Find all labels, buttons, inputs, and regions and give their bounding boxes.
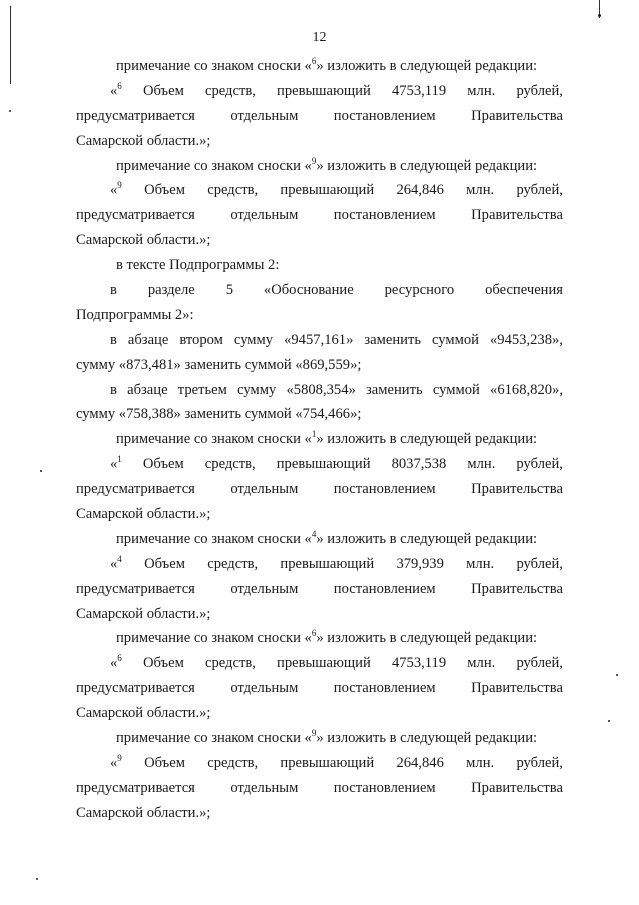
paragraph-line: предусматривается отдельным постановлением Правительства xyxy=(76,107,563,124)
paragraph-line: примечание со знаком сноски «$^6$» изложить в следующей редакции: xyxy=(116,56,538,74)
paragraph-line: Самарской области.»; xyxy=(76,605,211,622)
paragraph-line: «$^6$ Объем средств, превышающий 4753,119 млн. рублей, xyxy=(110,653,563,672)
paragraph-line: предусматривается отдельным постановлением Правительства xyxy=(76,680,563,697)
paragraph-line: «$^9$ Объем средств, превышающий 264,846 млн. рублей, xyxy=(110,752,563,771)
paragraph-line: «$^9$ Объем средств, превышающий 264,846 млн. рублей, xyxy=(110,180,563,199)
scan-speck xyxy=(608,720,610,722)
paragraph-line: сумму «873,481» заменить суммой «869,559»; xyxy=(76,356,362,373)
paragraph-line: примечание со знаком сноски «$^1$» изложить в следующей редакции: xyxy=(116,429,538,448)
paragraph-line: в абзаце втором сумму «9457,161» заменить суммой «9453,238», xyxy=(110,331,563,348)
paragraph-line: «$^4$ Объем средств, превышающий 379,939 млн. рублей, xyxy=(110,553,563,572)
paragraph-line: предусматривается отдельным постановлением Правительства xyxy=(76,207,563,224)
document-body xyxy=(76,54,563,826)
paragraph-line: предусматривается отдельным постановлением Правительства xyxy=(76,580,563,597)
paragraph-line: предусматривается отдельным постановлением Правительства xyxy=(76,779,563,796)
paragraph-line: сумму «758,388» заменить суммой «754,466»; xyxy=(76,406,362,423)
paragraph-line: Самарской области.»; xyxy=(76,804,211,821)
paragraph-line: Самарской области.»; xyxy=(76,132,211,149)
paragraph-line: Самарской области.»; xyxy=(76,705,211,722)
paragraph-line: предусматривается отдельным постановлением Правительства xyxy=(76,481,563,498)
paragraph-line: Самарской области.»; xyxy=(76,506,211,523)
paragraph-line: примечание со знаком сноски «$^9$» изложить в следующей редакции: xyxy=(116,155,538,174)
paragraph-line: в абзаце третьем сумму «5808,354» заменить суммой «6168,820», xyxy=(110,381,563,398)
page-number: 12 xyxy=(312,30,327,45)
paragraph-line: в разделе 5 «Обоснование ресурсного обеспечения xyxy=(110,282,563,299)
scan-speck xyxy=(36,878,38,880)
paragraph-line: в тексте Подпрограммы 2: xyxy=(116,257,280,274)
paragraph-line: примечание со знаком сноски «$^4$» изложить в следующей редакции: xyxy=(116,528,538,547)
paragraph-line: примечание со знаком сноски «$^9$» изложить в следующей редакции: xyxy=(116,728,538,747)
paragraph-line: примечание со знаком сноски «$^6$» изложить в следующей редакции: xyxy=(116,628,538,647)
scan-speck xyxy=(616,674,618,676)
paragraph-line: «$^6$ Объем средств, превышающий 4753,119 млн. рублей, xyxy=(110,80,563,99)
paragraph-line: Самарской области.»; xyxy=(76,232,211,249)
paragraph-line: «$^1$ Объем средств, превышающий 8037,538 млн. рублей, xyxy=(110,454,563,473)
scan-speck xyxy=(40,470,42,472)
paragraph-line: Подпрограммы 2»: xyxy=(76,306,194,323)
scan-speck xyxy=(9,110,11,112)
scan-speck xyxy=(598,14,601,17)
